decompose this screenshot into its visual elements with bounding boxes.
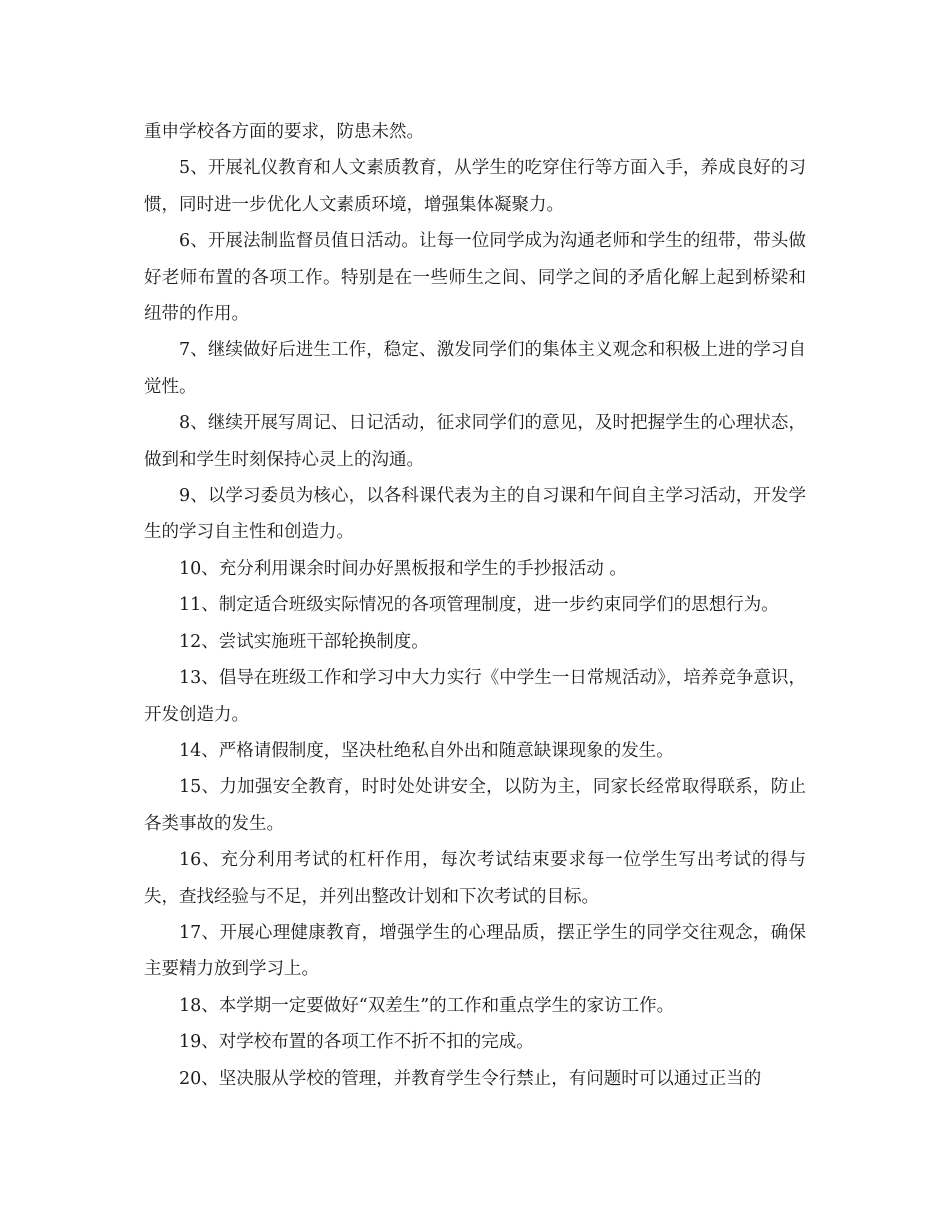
paragraph-item-7: 7、继续做好后进生工作，稳定、激发同学们的集体主义观念和积极上进的学习自觉性。 xyxy=(144,340,806,397)
paragraph-item-17: 17、开展心理健康教育，增强学生的心理品质，摆正学生的同学交往观念，确保主要精力放到学习上。 xyxy=(144,922,806,980)
paragraph-item-10: 10、充分利用课余时间办好黑板报和学生的手抄报活动 。 xyxy=(179,558,627,579)
paragraph-item-13: 13、倡导在班级工作和学习中大力实行《中学生一日常规活动》，培养竞争意识，开发创造力。 xyxy=(144,668,806,725)
paragraph-item-16: 16、充分利用考试的杠杆作用，每次考试结束要求每一位学生写出考试的得与失，查找经验与不足，并列出整改计划和下次考试的目标。 xyxy=(144,850,806,907)
paragraph-item-8: 8、继续开展写周记、日记活动，征求同学们的意见，及时把握学生的心理状态，做到和学生时刻保持心灵上的沟通。 xyxy=(144,413,806,470)
paragraph-item-6: 6、开展法制监督员值日活动。让每一位同学成为沟通老师和学生的纽带，带头做好老师布置的各项工作。特别是在一些师生之间、同学之间的矛盾化解上起到桥梁和纽带的作用。 xyxy=(144,231,806,325)
paragraph-item-9: 9、以学习委员为核心，以各科课代表为主的自习课和午间自主学习活动，开发学生的学习自主性和创造力。 xyxy=(144,486,806,543)
paragraph-item-11: 11、制定适合班级实际情况的各项管理制度，进一步约束同学们的思想行为。 xyxy=(179,595,779,616)
paragraph-item-20: 20、坚决服从学校的管理，并教育学生令行禁止，有问题时可以通过正当的 xyxy=(179,1068,762,1089)
paragraph-item-18: 18、本学期一定要做好“双差生”的工作和重点学生的家访工作。 xyxy=(179,995,675,1016)
document-body xyxy=(144,114,806,1097)
paragraph-item-15: 15、力加强安全教育，时时处处讲安全，以防为主，同家长经常取得联系，防止各类事故的发生。 xyxy=(144,777,806,834)
paragraph-continuation: 重申学校各方面的要求，防患未然。 xyxy=(144,122,424,142)
paragraph-item-14: 14、严格请假制度，坚决杜绝私自外出和随意缺课现象的发生。 xyxy=(179,740,674,761)
paragraph-item-19: 19、对学校布置的各项工作不折不扣的完成。 xyxy=(179,1032,534,1053)
paragraph-item-5: 5、开展礼仪教育和人文素质教育，从学生的吃穿住行等方面入手，养成良好的习惯，同时进一步优化人文素质环境，增强集体凝聚力。 xyxy=(144,158,806,215)
paragraph-item-12: 12、尝试实施班干部轮换制度。 xyxy=(179,631,429,652)
